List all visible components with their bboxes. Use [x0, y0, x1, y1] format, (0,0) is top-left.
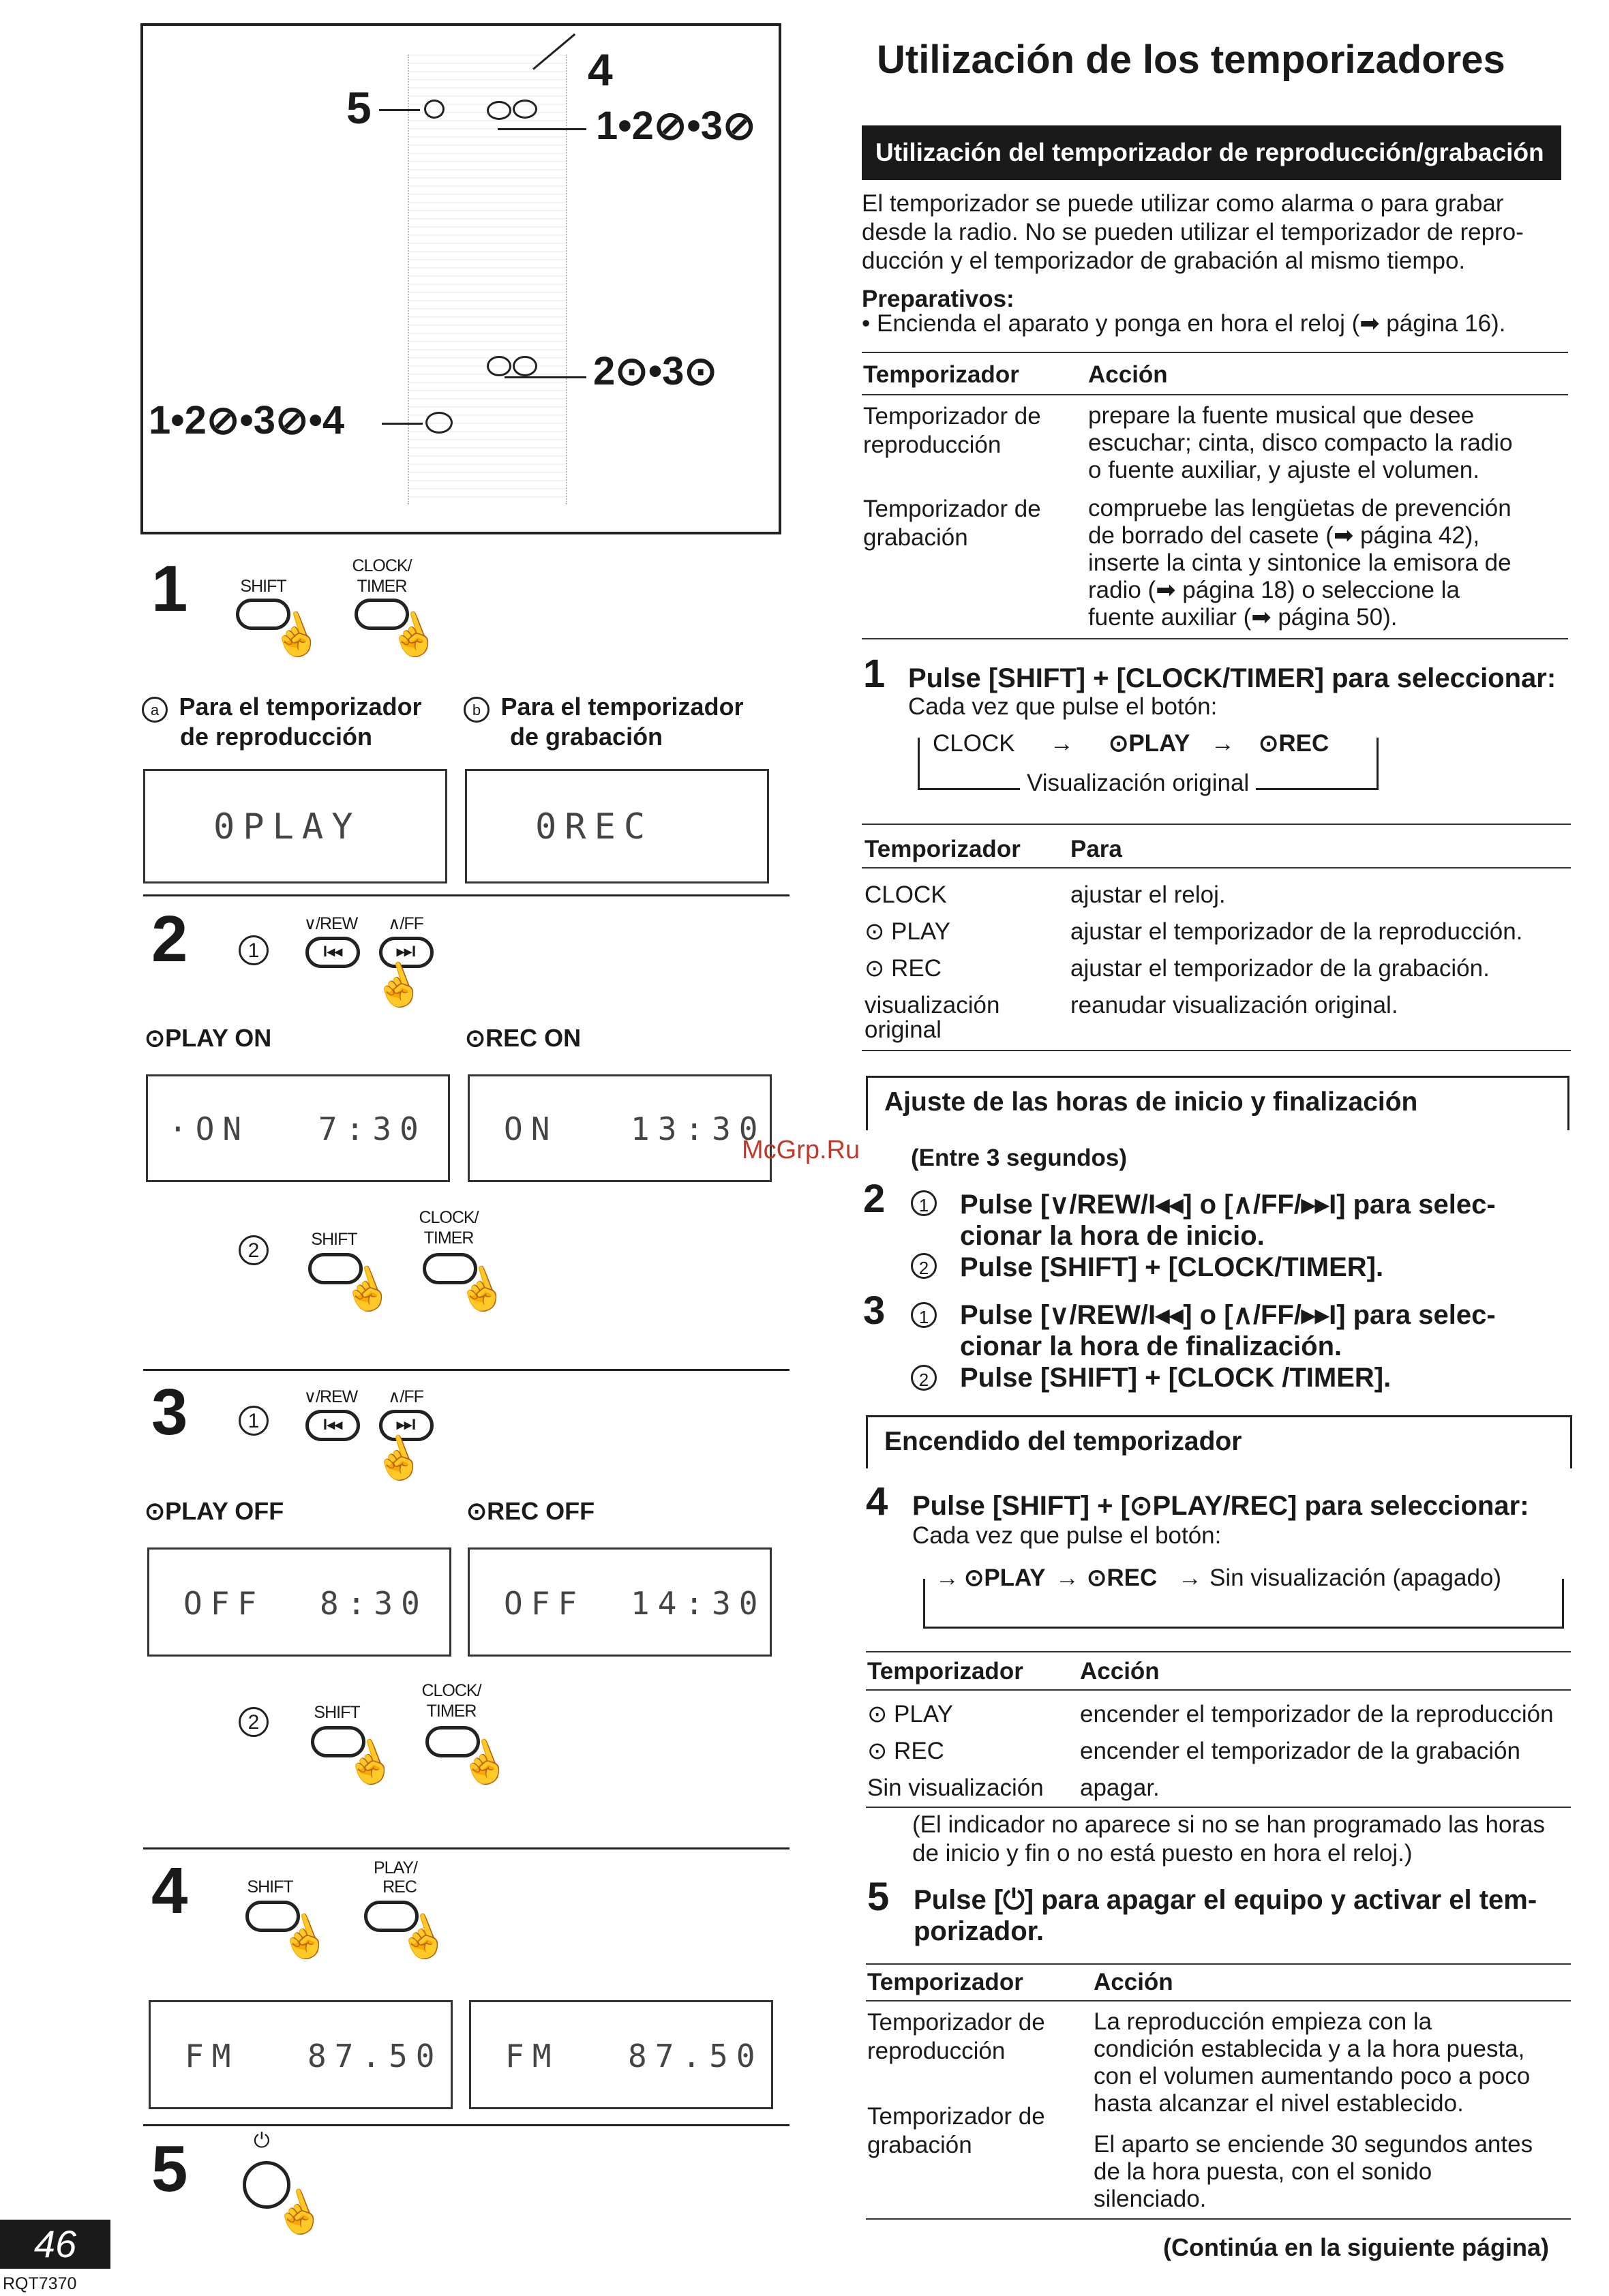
power-icon: ⏻ — [254, 2130, 270, 2152]
shift-label: SHIFT — [240, 577, 286, 596]
shift-label: SHIFT — [247, 1877, 293, 1897]
finger-press-icon: ☝ — [334, 1259, 398, 1320]
ff-button: ▸▸I — [379, 937, 434, 968]
subheading-timer-on: Encendido del temporizador — [866, 1415, 1572, 1468]
remote-control-illustration — [408, 55, 567, 504]
play-rec-label-1: PLAY/ — [373, 1858, 418, 1877]
table4-header-1: Temporizador — [867, 1969, 1023, 1995]
continued-note: (Continúa en la siguiente página) — [1163, 2233, 1550, 2261]
rew-button: I◂◂ — [305, 1410, 360, 1441]
document-code: RQT7370 — [3, 2274, 77, 2293]
divider — [143, 1369, 790, 1371]
callout-5: 5 — [346, 82, 372, 133]
shift-button-marker — [425, 412, 453, 434]
play-rec-label-2: REC — [382, 1877, 417, 1897]
table4-row1-col2: La reproducción empieza con la condición establecida y a la hora puesta, con el volumen aumentando poco a poco hasta alcanzar el nivel establecido. — [1094, 2008, 1531, 2117]
rule — [862, 867, 1571, 868]
subheading-start-end: Ajuste de las horas de inicio y finalización — [866, 1076, 1569, 1130]
intro-paragraph: El temporizador se puede utilizar como alarma o para grabar desde la radio. No se pueden utilizar el temporizador de repro- ducción y el temporizador de grabación al mismo tiempo. — [862, 190, 1524, 274]
finger-press-icon: ☝ — [263, 605, 327, 665]
right-step-3-c1: 1 — [911, 1302, 937, 1328]
rule — [866, 1651, 1571, 1652]
rule — [862, 352, 1568, 353]
right-step-2-line3: Pulse [SHIFT] + [CLOCK/TIMER]. — [960, 1252, 1384, 1282]
preparativos-title: Preparativos: — [862, 286, 1014, 312]
rew-label: ∨/REW — [303, 914, 358, 933]
right-step-2-c1: 1 — [911, 1190, 937, 1216]
ff-label: ∧/FF — [388, 1387, 423, 1406]
page-number: 46 — [0, 2220, 110, 2269]
ff-label: ∧/FF — [388, 914, 423, 933]
cycle2-play: ⊙PLAY — [964, 1565, 1046, 1591]
watermark: McGrp.Ru — [742, 1136, 860, 1164]
rule — [866, 1807, 1571, 1808]
finger-press-icon: ☝ — [337, 1732, 401, 1793]
cycle-arrow: → — [1055, 1565, 1079, 1591]
right-step-1-title: Pulse [SHIFT] + [CLOCK/TIMER] para seleccionar: — [908, 663, 1557, 693]
rule — [862, 1050, 1571, 1051]
sub-step-2: 2 — [239, 1707, 269, 1737]
preparativos-item: • Encienda el aparato y ponga en hora el reloj (➡ página 16). — [862, 310, 1506, 337]
display-play-on: ·ON 7:30 — [146, 1074, 450, 1182]
finger-press-icon: ☝ — [365, 1428, 430, 1489]
table1-row2-col2: compruebe las lengüetas de prevención de borrado del casete (➡ página 42), inserte la cinta y sintonice la emisora de radio (➡ página 18) o seleccione la fuente auxiliar (➡ página 50). — [1088, 495, 1512, 631]
callout-2-3: 2⊙•3⊙ — [593, 349, 718, 393]
clock-timer-label-1: CLOCK/ — [419, 1208, 479, 1227]
caption-play-on: ⊙PLAY ON — [145, 1024, 272, 1052]
cycle-arrow: → — [1050, 730, 1074, 757]
clock-timer-label-1: CLOCK/ — [352, 556, 412, 575]
rule — [866, 2218, 1571, 2220]
rule — [866, 1689, 1571, 1691]
table4-row2-col2: El aparto se enciende 30 segundos antes de la hora puesta, con el sonido silenciado. — [1094, 2131, 1533, 2212]
display-fm-right: FM 87.50 — [469, 2000, 773, 2109]
sub-step-1: 1 — [239, 1406, 269, 1436]
display-rec: 0REC — [465, 769, 769, 883]
table1-row2-col1: Temporizador de grabación — [863, 496, 1041, 551]
right-step-5-line2: porizador. — [914, 1916, 1044, 1946]
right-step-3-c2: 2 — [911, 1365, 937, 1391]
table1-header-2: Acción — [1088, 361, 1168, 388]
step-1-number: 1 — [151, 552, 188, 625]
table2-col2: ajustar el reloj. ajustar el temporizador de la reproducción. ajustar el temporizador de la grabación. reanudar visualización original. — [1070, 881, 1523, 1018]
table2-col1-extra: original — [864, 1016, 942, 1043]
caption-rec-on: ⊙REC ON — [465, 1024, 582, 1052]
caption-playback-timer: a Para el temporizador — [142, 693, 422, 723]
step-3-number: 3 — [151, 1376, 188, 1449]
right-step-4-number: 4 — [866, 1479, 888, 1524]
finger-press-icon: ☝ — [390, 1907, 454, 1967]
cycle-clock: CLOCK — [933, 730, 1015, 757]
right-step-2-line2: cionar la hora de inicio. — [960, 1221, 1265, 1251]
shift-label: SHIFT — [311, 1230, 357, 1249]
right-step-4-title: Pulse [SHIFT] + [⊙PLAY/REC] para seleccionar: — [912, 1491, 1529, 1521]
leader-line — [379, 109, 420, 111]
caption-record-timer-2: de grabación — [510, 723, 663, 751]
right-step-2-line1: Pulse [∨/REW/I◂◂] o [∧/FF/▸▸I] para selec- — [960, 1190, 1496, 1220]
rec-button-marker — [513, 100, 537, 119]
play-button-marker — [487, 101, 511, 120]
step-4-number: 4 — [151, 1854, 188, 1927]
divider — [143, 2124, 790, 2126]
right-step-2-c2: 2 — [911, 1253, 937, 1279]
ff-button-marker — [513, 356, 537, 376]
display-fm-left: FM 87.50 — [149, 2000, 453, 2109]
rule — [862, 394, 1568, 395]
table3-col1: ⊙ PLAY ⊙ REC Sin visualización — [867, 1701, 1044, 1801]
caption-rec-off: ⊙REC OFF — [466, 1497, 595, 1525]
right-step-3-line1: Pulse [∨/REW/I◂◂] o [∧/FF/▸▸I] para selec- — [960, 1300, 1496, 1330]
table1-header-1: Temporizador — [863, 361, 1019, 388]
clock-timer-label-2: TIMER — [357, 577, 407, 596]
right-step-4-sub: Cada vez que pulse el botón: — [912, 1522, 1222, 1549]
shift-label: SHIFT — [314, 1703, 360, 1722]
caption-playback-timer-2: de reproducción — [180, 723, 373, 751]
table3-col2: encender el temporizador de la reproducción encender el temporizador de la grabación apagar. — [1080, 1701, 1554, 1801]
cycle-arrow: → — [935, 1565, 959, 1591]
cycle-arrow: → — [1211, 730, 1235, 757]
caption-record-timer: b Para el temporizador — [464, 693, 744, 723]
sub-step-2: 2 — [239, 1235, 269, 1265]
leader-line — [505, 376, 586, 378]
ff-button: ▸▸I — [379, 1410, 434, 1441]
callout-1-2-3: 1•2⊘•3⊘ — [596, 104, 756, 148]
section-banner: Utilización del temporizador de reproducción/grabación — [862, 125, 1561, 180]
page-title: Utilización de los temporizadores — [877, 37, 1505, 82]
power-button-marker — [424, 100, 445, 119]
sub-step-1: 1 — [239, 935, 269, 965]
table3-header-2: Acción — [1080, 1658, 1160, 1685]
cycle2-rec: ⊙REC — [1087, 1565, 1158, 1591]
cycle-original: Visualización original — [1020, 769, 1256, 798]
divider — [143, 894, 790, 896]
divider — [143, 1847, 790, 1849]
rule — [866, 1963, 1571, 1965]
leader-line — [498, 128, 586, 130]
callout-1-2-3-4: 1•2⊘•3⊘•4 — [149, 398, 345, 442]
table2-header-2: Para — [1070, 836, 1122, 862]
table4-row2-col1: Temporizador de grabación — [867, 2103, 1045, 2158]
right-step-1-number: 1 — [863, 652, 886, 696]
right-step-3-line3: Pulse [SHIFT] + [CLOCK /TIMER]. — [960, 1363, 1392, 1393]
leader-line — [382, 423, 423, 425]
clock-timer-label-2: TIMER — [426, 1702, 477, 1721]
cycle-play: ⊙PLAY — [1109, 730, 1190, 757]
rew-button: I◂◂ — [305, 937, 360, 968]
table4-header-2: Acción — [1094, 1969, 1173, 1995]
rule — [862, 824, 1571, 825]
rew-label: ∨/REW — [303, 1387, 358, 1406]
cycle-rec: ⊙REC — [1259, 730, 1329, 757]
table1-row1-col2: prepare la fuente musical que desee escuchar; cinta, disco compacto la radio o fuente auxiliar, y ajuste el volumen. — [1088, 402, 1513, 483]
cycle-arrow: → — [1178, 1565, 1202, 1591]
display-play-off: OFF 8:30 — [147, 1547, 451, 1657]
table2-col1: CLOCK ⊙ PLAY ⊙ REC visualización — [864, 881, 1000, 1018]
rule — [862, 638, 1568, 639]
table2-header-1: Temporizador — [864, 836, 1021, 862]
finger-press-icon: ☝ — [266, 2182, 330, 2243]
finger-press-icon: ☝ — [380, 605, 445, 665]
display-rec-off: OFF 14:30 — [468, 1547, 772, 1657]
caption-play-off: ⊙PLAY OFF — [145, 1497, 284, 1525]
cycle2-none: Sin visualización (apagado) — [1209, 1564, 1511, 1592]
clock-timer-label-2: TIMER — [423, 1228, 474, 1248]
within-3-seconds: (Entre 3 segundos) — [911, 1145, 1127, 1171]
callout-4: 4 — [588, 44, 613, 95]
right-step-3-number: 3 — [863, 1288, 886, 1333]
display-play: 0PLAY — [143, 769, 447, 883]
table1-row1-col1: Temporizador de reproducción — [863, 403, 1041, 458]
step-5-number: 5 — [151, 2132, 188, 2205]
note: (El indicador no aparece si no se han programado las horas de inicio y fin o no está puesto en hora el reloj.) — [912, 1811, 1546, 1867]
finger-press-icon: ☝ — [451, 1732, 515, 1793]
right-step-1-sub: Cada vez que pulse el botón: — [908, 693, 1218, 720]
finger-press-icon: ☝ — [271, 1907, 335, 1967]
finger-press-icon: ☝ — [365, 955, 430, 1016]
right-step-3-line2: cionar la hora de finalización. — [960, 1331, 1342, 1361]
display-rec-on: ON 13:30 — [468, 1074, 772, 1182]
clock-timer-label-1: CLOCK/ — [421, 1681, 481, 1700]
finger-press-icon: ☝ — [449, 1259, 513, 1320]
rew-button-marker — [487, 356, 511, 376]
rule — [866, 2000, 1571, 2002]
marker-a: a — [142, 697, 168, 723]
right-step-2-number: 2 — [863, 1177, 886, 1221]
right-step-5-number: 5 — [867, 1875, 890, 1919]
table4-row1-col1: Temporizador de reproducción — [867, 2009, 1045, 2064]
marker-b: b — [464, 697, 490, 723]
right-step-5-line1: Pulse [⏻] para apagar el equipo y activar el tem- — [914, 1885, 1537, 1915]
table3-header-1: Temporizador — [867, 1658, 1023, 1685]
step-2-number: 2 — [151, 903, 188, 976]
